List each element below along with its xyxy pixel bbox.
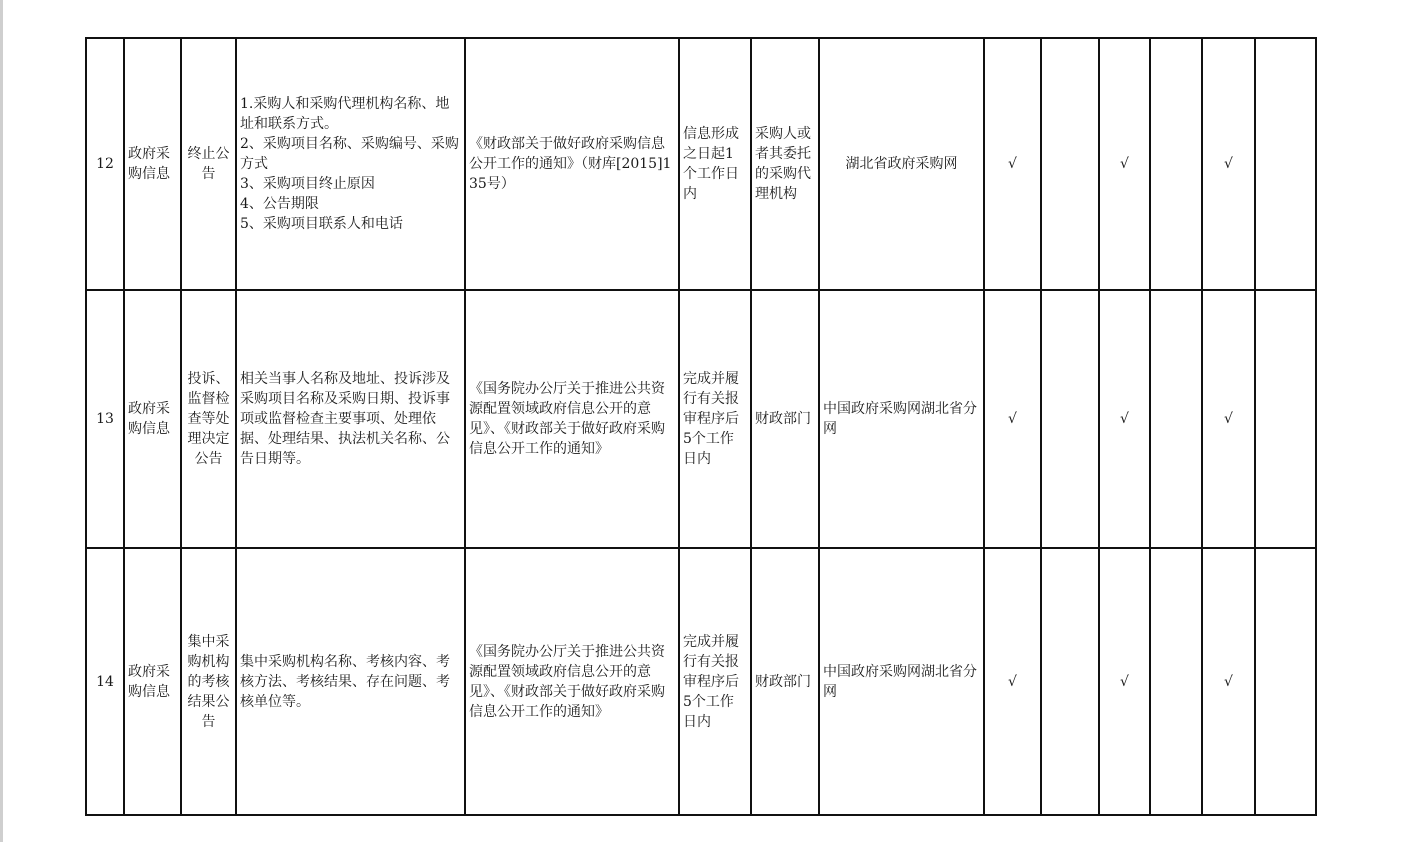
check-mark bbox=[1255, 290, 1316, 548]
subject-cell: 财政部门 bbox=[751, 290, 819, 548]
check-mark: √ bbox=[1099, 38, 1150, 290]
check-mark bbox=[1041, 290, 1099, 548]
channel-cell: 中国政府采购网湖北省分网 bbox=[819, 548, 984, 815]
check-mark bbox=[1041, 548, 1099, 815]
channel-cell: 湖北省政府采购网 bbox=[819, 38, 984, 290]
check-mark: √ bbox=[1099, 290, 1150, 548]
time-limit-cell: 信息形成之日起1个工作日内 bbox=[679, 38, 751, 290]
disclosure-table bbox=[85, 37, 1317, 816]
check-mark: √ bbox=[1202, 548, 1255, 815]
content-cell: 集中采购机构名称、考核内容、考核方法、考核结果、存在问题、考核单位等。 bbox=[236, 548, 465, 815]
subject-cell: 采购人或者其委托的采购代理机构 bbox=[751, 38, 819, 290]
check-mark: √ bbox=[984, 38, 1041, 290]
table-row bbox=[86, 290, 1316, 548]
page-left-edge bbox=[0, 0, 3, 842]
check-mark: √ bbox=[1202, 38, 1255, 290]
check-mark: √ bbox=[1099, 548, 1150, 815]
check-mark bbox=[1150, 548, 1202, 815]
item-cell: 投诉、监督检查等处理决定公告 bbox=[181, 290, 236, 548]
table-row bbox=[86, 38, 1316, 290]
category-cell: 政府采购信息 bbox=[124, 38, 181, 290]
check-mark: √ bbox=[984, 290, 1041, 548]
basis-cell: 《国务院办公厅关于推进公共资源配置领域政府信息公开的意见》、《财政部关于做好政府采购信息公开工作的通知》 bbox=[465, 290, 679, 548]
item-cell: 终止公告 bbox=[181, 38, 236, 290]
table-row bbox=[86, 548, 1316, 815]
check-mark: √ bbox=[984, 548, 1041, 815]
check-mark bbox=[1255, 548, 1316, 815]
basis-cell: 《财政部关于做好政府采购信息公开工作的通知》（财库[2015]135号） bbox=[465, 38, 679, 290]
row-number: 12 bbox=[86, 38, 124, 290]
content-cell: 1.采购人和采购代理机构名称、地址和联系方式。 2、采购项目名称、采购编号、采购方式 3、采购项目终止原因 4、公告期限 5、采购项目联系人和电话 bbox=[236, 38, 465, 290]
check-mark bbox=[1255, 38, 1316, 290]
category-cell: 政府采购信息 bbox=[124, 290, 181, 548]
subject-cell: 财政部门 bbox=[751, 548, 819, 815]
row-number: 14 bbox=[86, 548, 124, 815]
check-mark bbox=[1150, 38, 1202, 290]
category-cell: 政府采购信息 bbox=[124, 548, 181, 815]
channel-cell: 中国政府采购网湖北省分网 bbox=[819, 290, 984, 548]
basis-cell: 《国务院办公厅关于推进公共资源配置领域政府信息公开的意见》、《财政部关于做好政府采购信息公开工作的通知》 bbox=[465, 548, 679, 815]
content-cell: 相关当事人名称及地址、投诉涉及采购项目名称及采购日期、投诉事项或监督检查主要事项、处理依据、处理结果、执法机关名称、公告日期等。 bbox=[236, 290, 465, 548]
check-mark bbox=[1150, 290, 1202, 548]
row-number: 13 bbox=[86, 290, 124, 548]
item-cell: 集中采购机构的考核结果公告 bbox=[181, 548, 236, 815]
time-limit-cell: 完成并履行有关报审程序后5个工作日内 bbox=[679, 548, 751, 815]
check-mark: √ bbox=[1202, 290, 1255, 548]
check-mark bbox=[1041, 38, 1099, 290]
time-limit-cell: 完成并履行有关报审程序后5个工作日内 bbox=[679, 290, 751, 548]
